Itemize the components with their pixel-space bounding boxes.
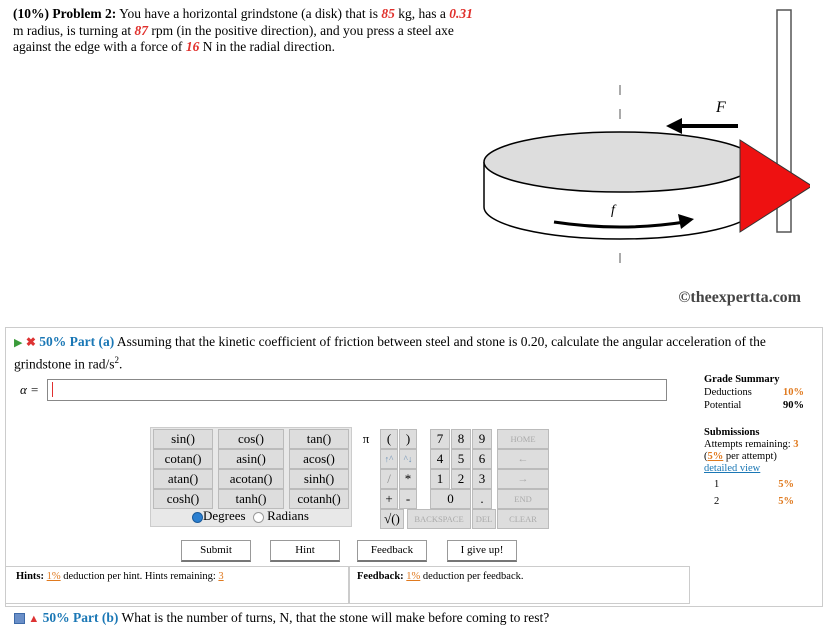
minus-button[interactable]: - [399,489,417,509]
digit-0[interactable]: 0 [430,489,471,509]
deductions-label: Deductions [704,387,752,398]
digit-5[interactable]: 5 [451,449,471,469]
hint-deduction-pct: 1% [46,571,61,582]
func-cotan[interactable]: cotan() [153,449,213,469]
give-up-button[interactable]: I give up! [447,540,517,562]
part-b-label: 50% Part (b) [42,610,119,625]
grindstone-figure [470,0,810,285]
potential-row [704,399,804,412]
problem-text-3: m radius, is turning at [13,22,135,38]
problem-text-4: rpm (in the positive direction), and you press a steel axe against the edge with a force of [13,22,454,54]
potential-label: Potential [704,400,742,411]
digit-9[interactable]: 9 [472,429,492,449]
func-sinh[interactable]: sinh() [289,469,349,489]
force-arrow-head [666,118,682,134]
feedback-info [357,571,524,582]
delete-button[interactable]: DEL [472,509,496,529]
func-cosh[interactable]: cosh() [153,489,213,509]
part-a-question-sup: 2 [114,355,119,365]
axe-head [740,140,810,232]
digit-1[interactable]: 1 [430,469,450,489]
submission-deduction: 5% [778,496,794,507]
text-cursor [52,382,53,397]
degrees-radio[interactable] [192,512,203,523]
feedback-button[interactable]: Feedback [357,540,427,562]
friction-label: f [611,203,615,218]
func-atan[interactable]: atan() [153,469,213,489]
submission-number: 1 [714,479,720,490]
clear-button[interactable]: CLEAR [497,509,549,529]
disk-top [484,132,756,192]
submit-button[interactable]: Submit [181,540,251,562]
hints-remaining: 3 [218,571,224,582]
rpm-value: 87 [134,22,148,38]
feedback-label: Feedback: [357,571,404,582]
hints-label: Hints: [16,571,45,582]
part-a-question-end: . [119,356,123,372]
grade-summary [704,373,804,412]
digit-8[interactable]: 8 [451,429,471,449]
deductions-row [704,386,804,399]
x-mark-icon: ✖ [25,335,36,349]
grade-title: Grade Summary [704,374,780,385]
play-icon[interactable]: ▶ [14,337,23,349]
problem-title: Problem 2: [52,6,117,21]
multiply-button[interactable]: * [399,469,417,489]
func-cotanh[interactable]: cotanh() [289,489,349,509]
mass-value: 85 [381,6,395,21]
part-a-question: Assuming that the kinetic coefficient of friction between steel and stone is 0.20, calculate the angular acceleration of the grindstone in rad/s [14,334,766,372]
digit-7[interactable]: 7 [430,429,450,449]
open-paren: ( [704,451,708,462]
per-attempt-pct: 5% [707,451,724,462]
attempts-count: 3 [793,439,799,450]
force-value: 16 [185,39,200,54]
func-sin[interactable]: sin() [153,429,213,449]
hints-text: deduction per hint. Hints remaining: [63,571,216,582]
hint-button[interactable]: Hint [270,540,340,562]
feedback-deduction-pct: 1% [406,571,421,582]
submissions [704,427,804,508]
submission-row [704,479,804,491]
collapse-icon[interactable] [14,613,25,624]
submission-row [704,496,804,508]
per-attempt-text: per attempt) [725,451,777,462]
digit-3[interactable]: 3 [472,469,492,489]
func-asin[interactable]: asin() [218,449,284,469]
degrees-label: Degrees [203,508,246,523]
digit-6[interactable]: 6 [472,449,492,469]
divide-button[interactable]: / [380,469,398,489]
pi-button[interactable]: π [355,429,377,449]
subscript-button[interactable]: ^↓ [399,449,417,469]
problem-text-2: kg, has a [394,6,450,21]
func-cos[interactable]: cos() [218,429,284,449]
part-b-question: What is the number of turns, N, that the stone will make before coming to rest? [121,610,550,625]
backspace-button[interactable]: BACKSPACE [407,509,471,529]
part-a-header [14,333,814,373]
deductions-value: 10% [783,387,804,398]
answer-input[interactable] [47,379,667,401]
digit-2[interactable]: 2 [451,469,471,489]
attempts-text: Attempts remaining: [704,439,791,450]
warning-icon: ▲ [28,613,40,625]
problem-text-5: N in the radial direction. [199,39,336,54]
detailed-view-link[interactable]: detailed view [704,463,761,474]
problem-percent: (10%) [13,6,49,21]
arrow-right-button[interactable]: → [497,469,549,489]
digit-4[interactable]: 4 [430,449,450,469]
radius-value: 0.31 [449,6,473,21]
close-paren-button[interactable]: ) [399,429,417,449]
part-b-header [14,609,814,628]
force-label: F [716,99,726,116]
sqrt-button[interactable]: √() [380,509,404,529]
submissions-title: Submissions [704,427,760,438]
hints-info [16,571,224,582]
potential-value: 90% [783,400,804,411]
decimal-button[interactable]: . [472,489,492,509]
superscript-button[interactable]: ↑^ [380,449,398,469]
radians-radio[interactable] [253,512,264,523]
arrow-left-button[interactable]: ← [497,449,549,469]
func-tan[interactable]: tan() [289,429,349,449]
problem-statement [13,6,473,56]
part-a-label: 50% Part (a) [39,334,115,349]
open-paren-button[interactable]: ( [380,429,398,449]
submission-deduction: 5% [778,479,794,490]
func-acos[interactable]: acos() [289,449,349,469]
submission-number: 2 [714,496,720,507]
plus-button[interactable]: + [380,489,398,509]
angle-mode [192,508,309,524]
func-acotan[interactable]: acotan() [218,469,284,489]
feedback-text: deduction per feedback. [422,571,524,582]
home-button[interactable]: HOME [497,429,549,449]
alpha-label: α = [20,382,39,397]
func-tanh[interactable]: tanh() [218,489,284,509]
watermark: ©theexpertta.com [678,289,801,306]
problem-text-1: You have a horizontal grindstone (a disk) that is [119,6,382,21]
end-button[interactable]: END [497,489,549,509]
radians-label: Radians [267,508,309,523]
